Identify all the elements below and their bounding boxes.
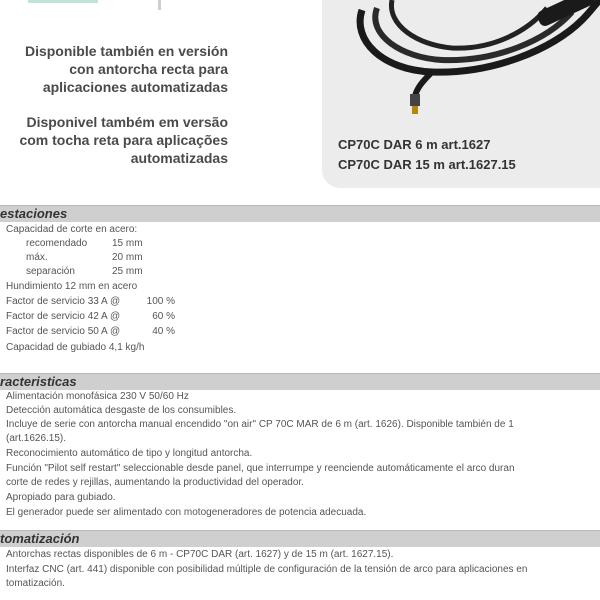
- feature-line: (art.1626.15).: [6, 433, 67, 444]
- automation-line: Antorchas rectas disponibles de 6 m - CP70C DAR (art. 1627) y de 15 m (art. 1627.15).: [6, 549, 394, 560]
- automation-line: Interfaz CNC (art. 441) disponible con posibilidad múltiple de configuración de la tensión de arco para aplicaciones en: [6, 564, 528, 575]
- capacity-row-value: 20 mm: [112, 252, 143, 263]
- promo-text-pt: [19, 113, 228, 167]
- duty-row-value: 100 %: [146, 296, 175, 307]
- section-title: racteristicas: [0, 374, 77, 389]
- feature-line: Alimentación monofásica 230 V 50/60 Hz: [6, 391, 189, 402]
- section-header-automatizacion: [0, 530, 600, 547]
- feature-line: Apropiado para gubiado.: [6, 492, 116, 503]
- promo-es-line: con antorcha recta para: [69, 61, 228, 77]
- section-header-prestaciones: [0, 205, 600, 222]
- promo-text-es: [25, 42, 228, 96]
- automation-line: tomatización.: [6, 578, 65, 589]
- feature-line: Función "Pilot self restart" seleccionable desde panel, que interrumpe y reenciende automáticamente el arco duran: [6, 463, 515, 474]
- section-header-caracteristicas: [0, 373, 600, 390]
- promo-pt-line: automatizadas: [130, 150, 228, 166]
- top-divider-mark: [158, 0, 161, 10]
- capacity-row-label: recomendado: [26, 238, 88, 249]
- capacity-row-value: 15 mm: [112, 238, 143, 249]
- capacity-row-label: máx.: [26, 252, 48, 263]
- capacity-row-value: 25 mm: [112, 266, 143, 277]
- duty-row-value: 40 %: [152, 326, 175, 337]
- duty-row-value: 60 %: [152, 311, 175, 322]
- hundimiento-text: Hundimiento 12 mm en acero: [6, 281, 138, 292]
- feature-line: Detección automática desgaste de los consumibles.: [6, 405, 237, 416]
- feature-line: El generador puede ser alimentado con motogeneradores de potencia adecuada.: [6, 507, 367, 518]
- feature-line: Incluye de serie con antorcha manual encendido "on air" CP 70C MAR de 6 m (art. 1626). Disponible también de 1: [6, 419, 514, 430]
- duty-row-label: Factor de servicio 50 A @: [6, 326, 121, 337]
- capacity-label: Capacidad de corte en acero:: [6, 224, 138, 235]
- product-caption: CP70C DAR 6 m art.1627: [338, 137, 491, 152]
- feature-line: Reconocimiento automático de tipo y longitud antorcha.: [6, 448, 253, 459]
- capacity-row-label: separación: [26, 266, 75, 277]
- promo-es-line: Disponible también en versión: [24, 43, 228, 59]
- duty-row-label: Factor de servicio 42 A @: [6, 311, 121, 322]
- gubiado-text: Capacidad de gubiado 4,1 kg/h: [6, 342, 145, 353]
- section-title: estaciones: [0, 206, 68, 221]
- section-title: tomatización: [0, 531, 80, 546]
- promo-pt-line: Disponivel também em versão: [26, 114, 228, 130]
- promo-pt-line: com tocha reta para aplicações: [19, 132, 228, 148]
- promo-es-line: aplicaciones automatizadas: [42, 79, 228, 95]
- product-caption: CP70C DAR 15 m art.1627.15: [338, 157, 516, 172]
- feature-line: corte de redes y rejillas, aumentando la productividad del operador.: [6, 477, 304, 488]
- top-accent-line: [28, 0, 98, 3]
- duty-row-label: Factor de servicio 33 A @: [6, 296, 121, 307]
